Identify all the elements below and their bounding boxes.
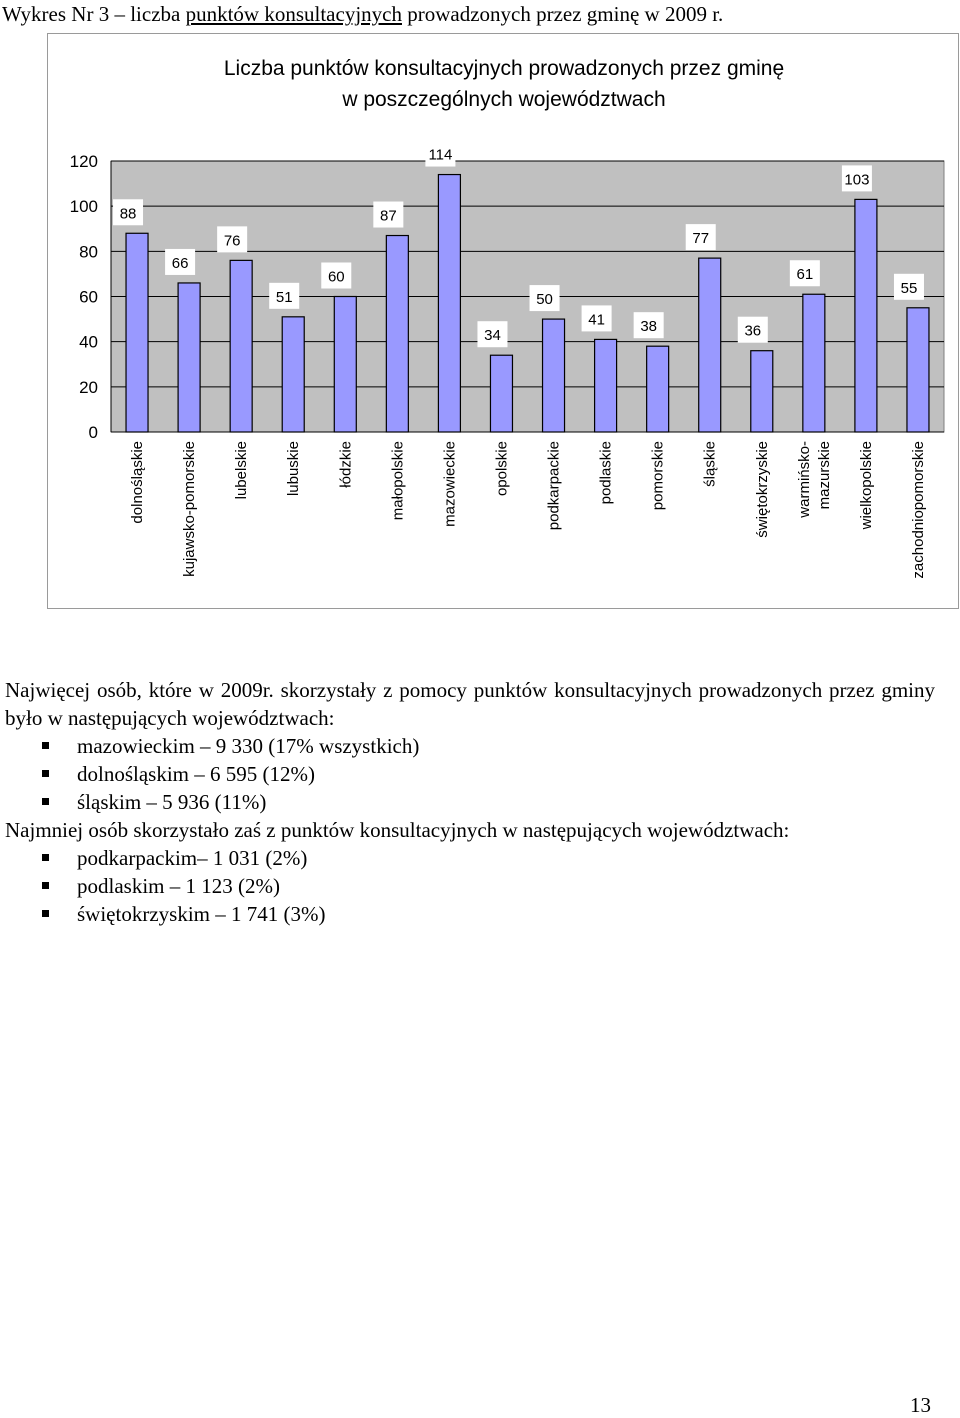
y-tick-label: 120 [69,152,98,171]
data-label: 88 [119,205,137,223]
data-label: 50 [536,291,553,309]
x-tick-label: warmińsko- [795,441,813,518]
data-label: 103 [844,171,870,189]
chart-title-line1: Liczba punktów konsultacyjnych prowadzonych przez gminę [223,57,785,80]
y-tick-label: 20 [79,377,98,397]
bar [907,308,929,432]
x-tick-label: mazowieckie [441,441,459,527]
data-label: 51 [275,288,293,306]
x-tick-label: świętokrzyskie [753,441,771,538]
bar-chart [0,0,960,620]
x-tick-label: lubuskie [285,441,303,497]
bar [230,260,252,432]
y-tick-label: 100 [69,197,98,217]
caption-prefix: Wykres Nr 3 – liczba [2,2,186,26]
data-label: 38 [640,318,657,336]
bar [490,355,512,432]
page-number: 13 [910,1393,931,1417]
x-tick-label: wielkopolskie [857,441,875,530]
list-item: świętokrzyskim – 1 741 (3%) [5,900,935,928]
bar [126,233,148,432]
bar [543,319,565,432]
bar [803,294,825,432]
bar [282,317,304,432]
x-tick-label: zachodniopomorskie [909,441,927,579]
x-tick-label: pomorskie [649,441,667,511]
y-tick-label: 80 [79,242,98,262]
y-tick-label: 60 [79,287,98,307]
bullet-square-icon [42,910,49,917]
bar [647,346,669,432]
list-item: podlaskim – 1 123 (2%) [5,872,935,900]
data-label: 76 [223,232,241,250]
bar [595,339,617,432]
bar [334,297,356,433]
paragraph-most: Najwięcej osób, które w 2009r. skorzystały z pomocy punktów konsultacyjnych prowadzonych przez gminy było w następujących województwach: [5,678,935,730]
body-text [5,676,935,928]
x-tick-label: kujawsko-pomorskie [181,441,199,577]
bullet-square-icon [42,798,49,805]
data-label: 36 [744,322,762,340]
bar [855,199,877,432]
data-label: 77 [692,230,710,248]
x-tick-label: śląskie [701,441,719,487]
caption-suffix: prowadzonych przez gminę w 2009 r. [401,2,724,26]
list-item: podkarpackim– 1 031 (2%) [5,844,935,872]
bar [438,175,460,432]
data-label: 60 [327,268,345,286]
data-label: 61 [796,266,814,284]
list-item: śląskim – 5 936 (11%) [5,788,935,816]
data-label: 114 [428,146,453,164]
x-tick-label: dolnośląskie [129,441,147,524]
data-label: 34 [484,327,501,345]
bar [699,258,721,432]
chart-title-line2: w poszczególnych województwach [342,88,666,111]
list-item: mazowieckim – 9 330 (17% wszystkich) [5,732,935,760]
x-tick-label: opolskie [493,441,511,497]
data-label: 66 [171,254,189,272]
caption-underlined: punktów konsultacyjnych [185,2,402,26]
bullet-square-icon [42,882,49,889]
paragraph-least: Najmniej osób skorzystało zaś z punktów konsultacyjnych w następujących województwach: [5,818,790,842]
data-label: 41 [588,311,605,329]
x-tick-label: małopolskie [389,441,407,521]
x-tick-label: lubelskie [233,441,251,500]
x-tick-label: mazurskie [815,441,833,510]
bullet-square-icon [42,770,49,777]
x-tick-label: podlaskie [597,441,615,505]
y-tick-label: 0 [88,423,98,442]
x-tick-label: podkarpackie [545,441,563,531]
bar [751,351,773,432]
data-label: 87 [380,207,397,225]
bullet-square-icon [42,742,49,749]
list-item: dolnośląskim – 6 595 (12%) [5,760,935,788]
x-tick-label: łódzkie [337,441,355,488]
bullet-square-icon [42,854,49,861]
top-voivodeships-list [5,732,935,816]
data-label: 55 [900,279,918,297]
bottom-voivodeships-list [5,844,935,928]
bar [386,236,408,432]
bar [178,283,200,432]
y-tick-label: 40 [79,332,98,352]
